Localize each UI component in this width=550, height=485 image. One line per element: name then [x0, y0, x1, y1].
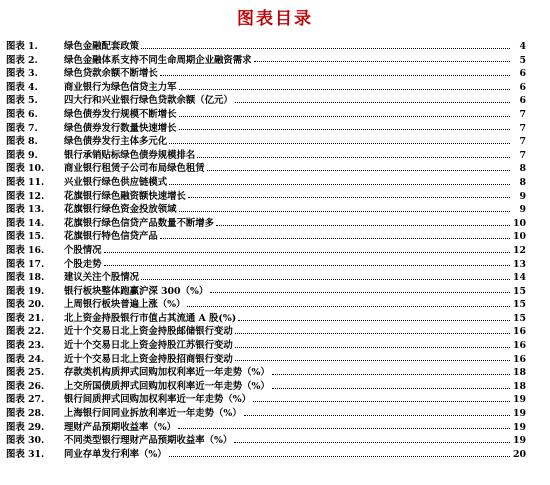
toc-leader-dots [235, 360, 510, 361]
toc-entry-text: 商业银行租赁子公司布局绿色租赁 [64, 163, 205, 175]
toc-entry[interactable] [6, 407, 526, 421]
toc-entry-page: 19 [512, 408, 526, 420]
toc-leader-dots [187, 306, 510, 307]
toc-leader-dots [188, 197, 510, 198]
toc-entry-page: 6 [519, 81, 526, 93]
toc-entry-label: 图表 24. [6, 353, 45, 365]
toc-entry[interactable] [6, 366, 526, 380]
toc-entry[interactable] [6, 434, 526, 448]
toc-entry-page: 4 [519, 41, 526, 52]
toc-leader-dots [235, 102, 510, 103]
toc-leader-dots [254, 61, 510, 62]
toc-entry[interactable] [6, 312, 526, 326]
toc-entry-text: 不同类型银行理财产品预期收益率（%） [64, 435, 233, 447]
toc-entry-label: 图表 5. [6, 95, 38, 107]
toc-entry[interactable] [6, 380, 526, 394]
toc-entry-label: 图表 27. [6, 394, 45, 406]
toc-entry-label: 图表 22. [6, 326, 45, 338]
toc-entry-text: 上海银行间同业拆放利率近一年走势（%） [64, 408, 242, 420]
toc-entry-page: 20 [512, 448, 526, 460]
toc-leader-dots [104, 252, 510, 253]
toc-entry-text: 银行间质押式回购加权利率近一年走势（%） [64, 394, 252, 406]
toc-entry-page: 10 [512, 231, 526, 243]
toc-entry[interactable] [6, 122, 526, 136]
toc-entry-text: 银行承销贴标绿色债券规模排名 [64, 149, 196, 161]
toc-entry-page: 7 [519, 136, 526, 148]
toc-leader-dots [169, 456, 510, 457]
toc-entry-text: 绿色贷款余额不断增长 [64, 68, 158, 80]
toc-entry-page: 16 [512, 340, 526, 352]
toc-entry-text: 兴业银行绿色供应链模式 [64, 176, 168, 188]
toc-entry[interactable] [6, 203, 526, 217]
toc-entry-text: 个股走势 [64, 258, 102, 270]
toc-entry-label: 图表 3. [6, 68, 38, 80]
toc-entry[interactable] [6, 339, 526, 353]
toc-entry-label: 图表 30. [6, 435, 45, 447]
toc-entry[interactable] [6, 176, 526, 190]
toc-leader-dots [238, 320, 510, 321]
toc-entry[interactable] [6, 40, 526, 54]
toc-entry[interactable] [6, 325, 526, 339]
toc-entry-text: 银行板块整体跑赢沪深 300（%） [64, 285, 209, 297]
toc-entry-page: 10 [512, 217, 526, 229]
toc-leader-dots [169, 143, 510, 144]
toc-entry-label: 图表 10. [6, 163, 45, 175]
toc-entry-page: 5 [519, 54, 526, 66]
toc-entry-text: 绿色债券发行规模不断增长 [64, 108, 177, 120]
toc-entry-label: 图表 19. [6, 285, 45, 297]
toc-leader-dots [207, 170, 510, 171]
toc-entry-page: 13 [512, 258, 526, 270]
toc-entry-text: 存款类机构质押式回购加权利率近一年走势（%） [64, 367, 270, 379]
toc-entry[interactable] [6, 393, 526, 407]
toc-entry[interactable] [6, 94, 526, 108]
toc-entry-label: 图表 15. [6, 231, 45, 243]
toc-entry[interactable] [6, 190, 526, 204]
toc-entry-text: 个股情况 [64, 244, 102, 256]
toc-entry[interactable] [6, 353, 526, 367]
toc-entry-page: 18 [512, 367, 526, 379]
toc-leader-dots [179, 129, 510, 130]
toc-entry-label: 图表 13. [6, 204, 45, 216]
toc-entry-text: 近十个交易日北上资金持股江苏银行变动 [64, 340, 233, 352]
toc-entry-page: 8 [519, 176, 526, 188]
toc-entry[interactable] [6, 244, 526, 258]
toc-leader-dots [160, 75, 510, 76]
toc-entry-label: 图表 31. [6, 448, 45, 460]
toc-entry-label: 图表 6. [6, 108, 38, 120]
toc-entry[interactable] [6, 54, 526, 68]
toc-entry-label: 图表 29. [6, 421, 45, 433]
toc-entry-text: 上交所国债质押式回购加权利率近一年走势（%） [64, 380, 270, 392]
toc-entry-page: 9 [519, 190, 526, 202]
toc-entry-label: 图表 8. [6, 136, 38, 148]
toc-entry-page: 12 [512, 244, 526, 256]
toc-entry-text: 花旗银行特色信贷产品 [64, 231, 158, 243]
toc-entry-page: 16 [512, 326, 526, 338]
toc-entry-text: 四大行和兴业银行绿色贷款余额（亿元） [64, 95, 233, 107]
toc-entry-label: 图表 17. [6, 258, 45, 270]
toc-entry-page: 7 [519, 108, 526, 120]
toc-entry[interactable] [6, 67, 526, 81]
toc-entry-text: 绿色债券发行主体多元化 [64, 136, 168, 148]
toc-entry-label: 图表 14. [6, 217, 45, 229]
toc-entry-label: 图表 26. [6, 380, 45, 392]
toc-entry-page: 19 [512, 435, 526, 447]
toc-leader-dots [141, 279, 510, 280]
toc-entry[interactable] [6, 162, 526, 176]
toc-entry-label: 图表 2. [6, 54, 38, 66]
toc-leader-dots [141, 48, 510, 49]
toc-leader-dots [216, 225, 510, 226]
toc-entry[interactable] [6, 448, 526, 462]
toc-leader-dots [253, 401, 510, 402]
toc-leader-dots [244, 415, 510, 416]
toc-leader-dots [234, 442, 510, 443]
toc-entry-text: 北上资金持股银行市值占其流通 A 股(%) [64, 312, 237, 324]
toc-entry-text: 花旗银行绿色融资额快速增长 [64, 190, 186, 202]
toc-leader-dots [169, 184, 510, 185]
toc-entry-text: 绿色债券发行数量快速增长 [64, 122, 177, 134]
toc-entry-label: 图表 11. [6, 176, 45, 188]
toc-entry-text: 花旗银行绿色信贷产品数量不断增多 [64, 217, 215, 229]
toc-entry-label: 图表 23. [6, 340, 45, 352]
toc-entry-page: 7 [519, 122, 526, 134]
toc-entry-page: 15 [512, 285, 526, 297]
toc-entry[interactable] [6, 135, 526, 149]
toc-entry-label: 图表 28. [6, 408, 45, 420]
toc-entry-page: 16 [512, 353, 526, 365]
toc-entry-label: 图表 20. [6, 299, 45, 311]
toc-entry-label: 图表 9. [6, 149, 38, 161]
toc-list [6, 40, 526, 461]
toc-entry-page: 19 [512, 421, 526, 433]
toc-entry-page: 9 [519, 204, 526, 216]
toc-entry-label: 图表 7. [6, 122, 38, 134]
toc-leader-dots [179, 211, 510, 212]
toc-entry-page: 15 [512, 299, 526, 311]
toc-entry-page: 7 [519, 149, 526, 161]
toc-leader-dots [104, 265, 510, 266]
toc-leader-dots [235, 347, 510, 348]
toc-entry-label: 图表 1. [6, 41, 38, 52]
toc-entry-text: 近十个交易日北上资金持股招商银行变动 [64, 353, 233, 365]
toc-leader-dots [272, 374, 510, 375]
toc-leader-dots [272, 388, 510, 389]
toc-entry[interactable] [6, 230, 526, 244]
toc-entry-text: 绿色金融体系支持不同生命周期企业融资需求 [64, 54, 252, 66]
toc-leader-dots [179, 116, 510, 117]
toc-leader-dots [160, 238, 510, 239]
toc-entry-page: 8 [519, 163, 526, 175]
toc-title: 图表目录 [237, 9, 313, 29]
toc-entry[interactable] [6, 81, 526, 95]
toc-entry[interactable] [6, 258, 526, 272]
toc-entry-text: 绿色金融配套政策 [64, 41, 140, 52]
toc-entry-page: 14 [512, 272, 526, 284]
toc-entry[interactable] [6, 421, 526, 435]
toc-entry-text: 建议关注个股情况 [64, 272, 140, 284]
toc-leader-dots [179, 89, 510, 90]
toc-entry[interactable] [6, 298, 526, 312]
toc-entry-text: 上周银行板块普遍上涨（%） [64, 299, 186, 311]
toc-entry-text: 商业银行为绿色信贷主力军 [64, 81, 177, 93]
toc-entry[interactable] [6, 285, 526, 299]
toc-entry[interactable] [6, 149, 526, 163]
toc-entry[interactable] [6, 217, 526, 231]
toc-entry-page: 18 [512, 380, 526, 392]
toc-entry-label: 图表 16. [6, 244, 45, 256]
toc-leader-dots [197, 157, 510, 158]
toc-leader-dots [235, 333, 510, 334]
toc-entry-text: 近十个交易日北上资金持股邮储银行变动 [64, 326, 233, 338]
toc-entry-label: 图表 18. [6, 272, 45, 284]
toc-entry-label: 图表 4. [6, 81, 38, 93]
toc-entry-text: 同业存单发行利率（%） [64, 448, 167, 460]
toc-entry[interactable] [6, 271, 526, 285]
toc-entry-page: 6 [519, 68, 526, 80]
toc-entry-label: 图表 25. [6, 367, 45, 379]
toc-entry-label: 图表 12. [6, 190, 45, 202]
toc-entry[interactable] [6, 108, 526, 122]
toc-entry-label: 图表 21. [6, 312, 45, 324]
toc-entry-text: 花旗银行绿色资金投放领域 [64, 204, 177, 216]
toc-leader-dots [210, 292, 510, 293]
toc-entry-page: 6 [519, 95, 526, 107]
toc-entry-text: 理财产品预期收益率（%） [64, 421, 177, 433]
toc-entry-page: 15 [512, 312, 526, 324]
toc-entry-page: 19 [512, 394, 526, 406]
toc-leader-dots [178, 428, 510, 429]
